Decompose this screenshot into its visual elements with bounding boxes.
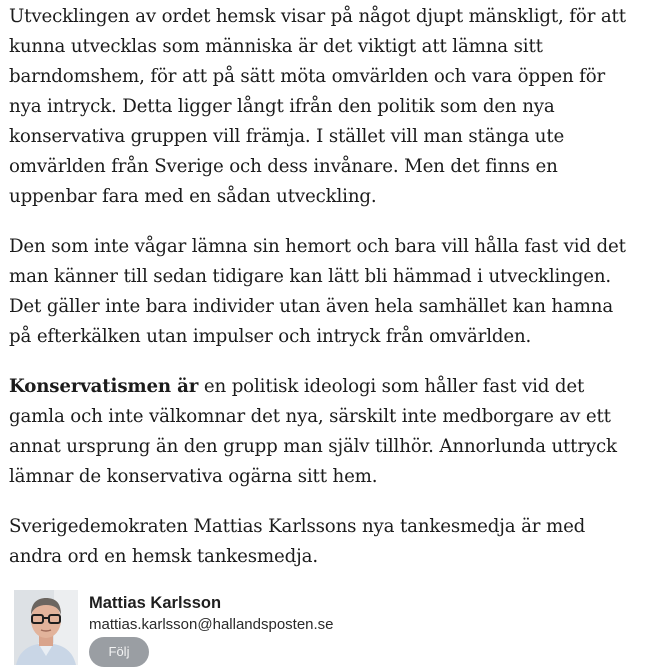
article-body	[9, 2, 639, 592]
follow-button[interactable]: Följ	[89, 637, 149, 667]
author-portrait-icon	[14, 590, 78, 665]
article-paragraph: Sverigedemokraten Mattias Karlssons nya tankesmedja är med andra ord en hemsk tankesmedja.	[9, 516, 586, 567]
author-email[interactable]: mattias.karlsson@hallandsposten.se	[89, 616, 334, 633]
avatar[interactable]	[14, 590, 78, 665]
article-paragraph-highlight	[9, 372, 639, 492]
article-paragraph: Den som inte vågar lämna sin hemort och bara vill hålla fast vid det man känner till sedan tidigare kan lätt bli hämmad i utvecklingen. Det gäller inte bara individer utan även hela samhället kan hamna på efterkälken utan impulser och intryck från omvärlden.	[9, 236, 626, 347]
paragraph-lead: Konservatismen är	[9, 376, 199, 397]
article-paragraph: Utvecklingen av ordet hemsk visar på något djupt mänskligt, för att kunna utvecklas som människa är det viktigt att lämna sitt barndomshem, för att på sätt möta omvärlden och vara öppen för nya intryck. Detta ligger långt ifrån den politik som den nya konservativa gruppen vill främja. I stället vill man stänga ute omvärlden från Sverige och dess invånare. Men det finns en uppenbar fara med en sådan utveckling.	[9, 6, 626, 207]
author-info	[89, 592, 334, 635]
author-name[interactable]: Mattias Karlsson	[89, 594, 222, 612]
paragraph-text: en politisk ideologi som håller fast vid det gamla och inte välkomnar det nya, särskilt inte medborgare av ett annat ursprung än den grupp man själv tillhör. Annorlunda uttryck lämnar de konservativa ogärna sitt hem.	[9, 376, 617, 487]
author-byline	[14, 590, 634, 665]
